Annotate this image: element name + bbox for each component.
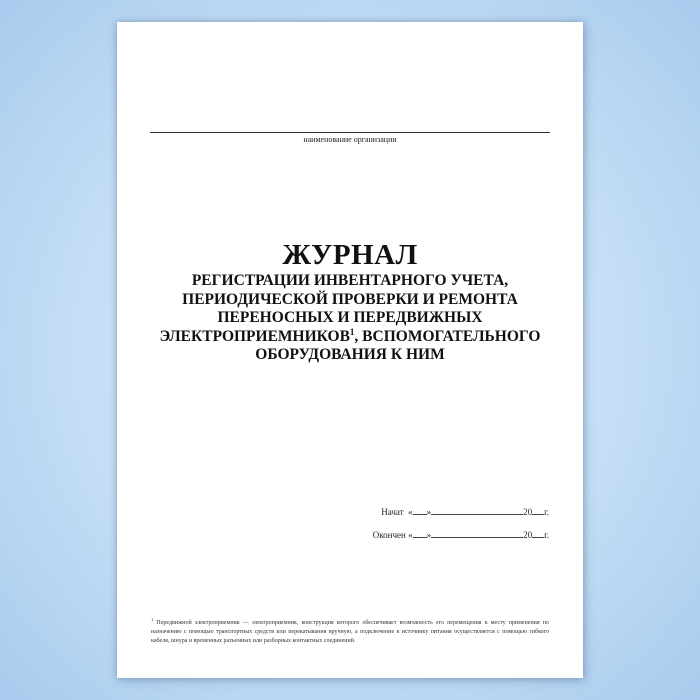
footnote-text: Передвижной электроприемник — электроприемник, конструкция которого обеспечивает возможность его перемещения к месту применения по назначению с помощью транспортных средств или перекатывания вручную, а подключение к источнику питания осуществляется с помощью гибкого кабеля, шнура и временных разъемных или разборных контактных соединений. bbox=[151, 620, 550, 644]
start-day-blank bbox=[413, 506, 427, 515]
end-year-blank bbox=[532, 529, 544, 538]
start-quote-close: » bbox=[426, 507, 432, 517]
document-title: ЖУРНАЛ bbox=[282, 239, 418, 271]
end-date-row bbox=[373, 529, 549, 540]
journal-cover-page bbox=[117, 22, 583, 678]
start-quote-open: « bbox=[408, 507, 413, 517]
subtitle-text-main: РЕГИСТРАЦИИ ИНВЕНТАРНОГО УЧЕТА, ПЕРИОДИЧЕСКОЙ ПРОВЕРКИ И РЕМОНТА ПЕРЕНОСНЫХ И ПЕРЕДВИЖНЫХ ЭЛЕКТРОПРИЕМНИКОВ bbox=[159, 272, 518, 345]
start-year-blank bbox=[532, 506, 544, 515]
start-month-blank bbox=[431, 506, 523, 515]
document-subtitle bbox=[137, 272, 563, 365]
organization-name-caption: наименование организации bbox=[303, 135, 397, 144]
end-year-prefix: 20 bbox=[523, 530, 533, 540]
end-date-label: Окончен bbox=[372, 530, 406, 540]
start-year-suffix: г. bbox=[544, 507, 549, 517]
end-month-blank bbox=[431, 529, 523, 538]
end-day-blank bbox=[413, 529, 427, 538]
end-quote-open: « bbox=[408, 530, 413, 540]
subtitle-footnote-mark: 1 bbox=[349, 326, 355, 337]
start-year-prefix: 20 bbox=[523, 507, 533, 517]
organization-name-line bbox=[150, 132, 550, 133]
end-year-suffix: г. bbox=[544, 530, 549, 540]
footnote-mark: 1 bbox=[151, 617, 154, 622]
start-date-label: Начат bbox=[381, 507, 404, 517]
subtitle-text-end: , ВСПОМОГАТЕЛЬНОГО ОБОРУДОВАНИЯ К НИМ bbox=[255, 327, 541, 363]
footnote bbox=[151, 619, 549, 646]
start-date-row bbox=[381, 506, 549, 517]
end-quote-close: » bbox=[426, 530, 432, 540]
